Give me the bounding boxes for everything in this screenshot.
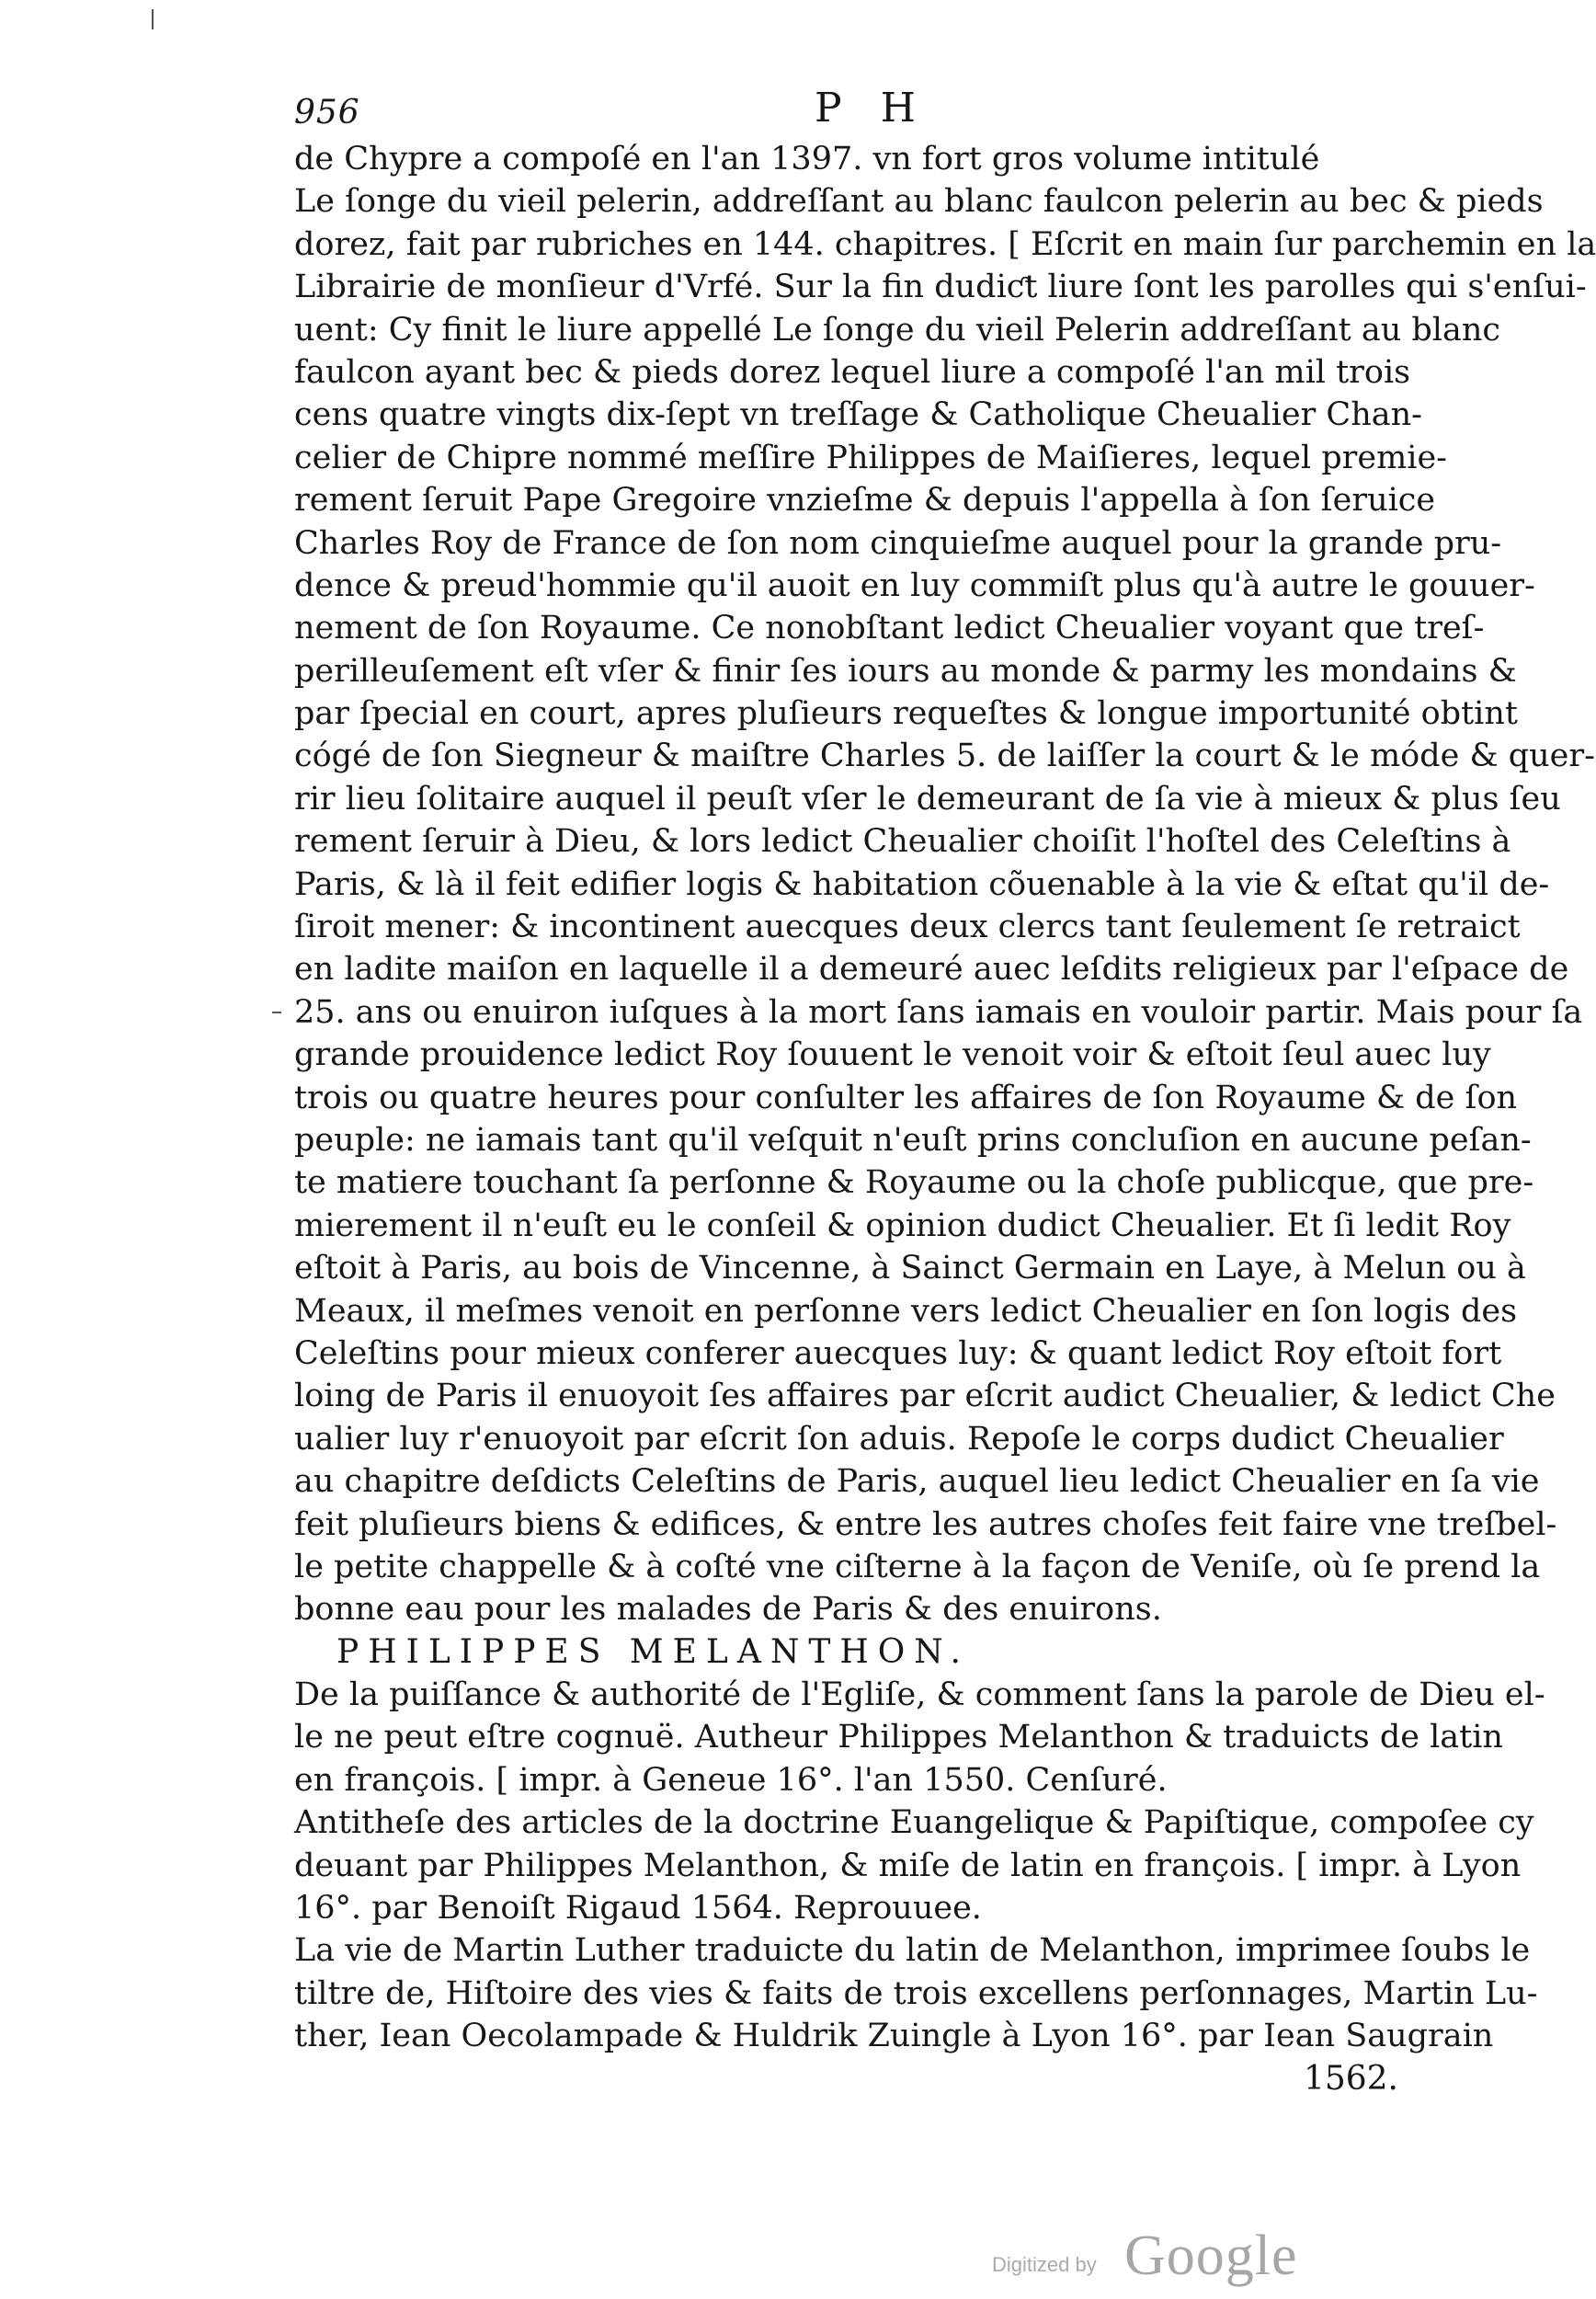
text-line: grande prouidence ledict Roy ſouuent le venoit voir & eſtoit ſeul auec luy [294,1036,1491,1074]
text-line: nement de ſon Royaume. Ce nonobſtant ledict Cheualier voyant que treſ- [294,610,1485,647]
margin-mark-left [272,1012,281,1013]
text-line: perilleuſement eſt vſer & finir ſes iours au monde & parmy les mondains & [294,652,1517,690]
text-line: Charles Roy de France de ſon nom cinquieſme auquel pour la grande pru- [294,524,1502,562]
text-line: peuple: ne iamais tant qu'il veſquit n'euſt prins concluſion en aucune peſan- [294,1121,1532,1159]
text-line: Le ſonge du vieil pelerin, addreſſant au blanc faulcon pelerin au bec & pieds [294,183,1544,221]
text-line: rement ſeruit Pape Gregoire vnzieſme & depuis l'appella à ſon ſeruice [294,482,1436,520]
text-line: dence & preud'hommie qu'il auoit en luy commiſt plus qu'à autre le gouuer- [294,566,1535,604]
text-line: cógé de ſon Siegneur & maiſtre Charles 5. de laiſſer la court & le móde & quer- [294,738,1595,775]
watermark-logo: Google [1124,2225,1298,2287]
text-line: feit pluſieurs biens & edifices, & entre les autres choſes feit faire vne treſbel- [294,1505,1557,1543]
entry-line: en françois. [ impr. à Geneue 16°. l'an 1550. Cenſuré. [294,1761,1168,1799]
text-line: bonne eau pour les malades de Paris & des enuirons. [294,1591,1162,1629]
entry-heading: PHILIPPES MELANTHON. [336,1632,970,1671]
entry-line: La vie de Martin Luther traduicte du latin de Melanthon, imprimee ſoubs le [294,1932,1531,1970]
text-line: Meaux, il meſmes venoit en perſonne vers ledict Cheualier en ſon logis des [294,1292,1518,1330]
entry-line: le ne peut eſtre cognuë. Autheur Philippes Melanthon & traduicts de latin [294,1719,1503,1756]
text-line: Librairie de monſieur d'Vrfé. Sur la fin dudiƈt liure ſont les parolles qui s'enſui- [294,269,1587,306]
entry-line: ther, Iean Oecolampade & Huldrik Zuingle à Lyon 16°. par Iean Saugrain [294,2018,1494,2055]
running-head: P H [815,85,929,132]
entry-line: De la puiſſance & authorité de l'Egliſe, & comment ſans la parole de Dieu el- [294,1676,1545,1714]
catchword: 1562. [1303,2059,1398,2098]
text-line: uent: Cy finit le liure appellé Le ſonge du vieil Pelerin addreſſant au blanc [294,311,1500,349]
text-line: Celeſtins pour mieux conferer auecques luy: & quant ledict Roy eſtoit fort [294,1334,1502,1372]
text-line: eſtoit à Paris, au bois de Vincenne, à Sainct Germain en Laye, à Melun ou à [294,1250,1526,1287]
text-line: dorez, fait par rubriches en 144. chapitres. [ Eſcrit en main ſur parchemin en la [294,225,1596,263]
text-line: loing de Paris il enuoyoit ſes affaires par eſcrit audict Cheualier, & ledict Che [294,1378,1556,1415]
page-body [294,138,1596,2100]
margin-mark-top [152,9,154,29]
text-line: rement ſeruir à Dieu, & lors ledict Cheualier choiſit l'hoſtel des Celeſtins à [294,823,1511,861]
text-line: par ſpecial en court, apres pluſieurs requeſtes & longue importunité obtint [294,695,1518,733]
text-line: ualier luy r'enuoyoit par eſcrit ſon aduis. Repoſe le corps dudict Cheualier [294,1420,1504,1458]
text-line: trois ou quatre heures pour conſulter les affaires de ſon Royaume & de ſon [294,1079,1518,1116]
text-line: en ladite maiſon en laquelle il a demeuré auec leſdits religieux par l'eſpace de [294,951,1569,989]
text-line: faulcon ayant bec & pieds dorez lequel liure a compoſé l'an mil trois [294,353,1411,391]
text-line: ſiroit mener: & incontinent auecques deux clercs tant ſeulement ſe retraict [294,909,1521,946]
text-line: le petite chappelle & à coſté vne ciſterne à la façon de Veniſe, où ſe prend la [294,1548,1541,1585]
text-line: celier de Chipre nommé meſſire Philippes de Maiſieres, lequel premie- [294,439,1448,476]
text-line: te matiere touchant ſa perſonne & Royaume ou la choſe publicque, que pre- [294,1164,1534,1202]
text-line: de Chypre a compoſé en l'an 1397. vn fort gros volume intitulé [294,141,1320,177]
entry-line: Antitheſe des articles de la doctrine Euangelique & Papiſtique, compoſee cy [294,1804,1534,1842]
text-line: cens quatre vingts dix-ſept vn treſſage & Catholique Cheualier Chan- [294,396,1422,434]
watermark-caption: Digitized by [992,2253,1097,2276]
page-number: 956 [294,94,360,132]
text-line: Paris, & là il feit edifier logis & habitation cõuenable à la vie & eſtat qu'il de- [294,865,1550,903]
page-header [294,85,1397,140]
text-line: rir lieu ſolitaire auquel il peuſt vſer le demeurant de ſa vie à mieux & plus ſeu [294,780,1561,818]
text-line: mierement il n'euſt eu le conſeil & opinion dudict Cheualier. Et ſi ledit Roy [294,1207,1511,1244]
entry-line: 16°. par Benoiſt Rigaud 1564. Reprouuee. [294,1890,982,1927]
entry-line: tiltre de, Hiſtoire des vies & faits de trois excellens perſonnages, Martin Lu- [294,1974,1538,2012]
entry-line: deuant par Philippes Melanthon, & miſe de latin en françois. [ impr. à Lyon [294,1847,1522,1884]
text-line: au chapitre deſdicts Celeſtins de Paris, auquel lieu ledict Cheualier en ſa vie [294,1463,1540,1501]
text-line: 25. ans ou enuiron iuſques à la mort ſans iamais en vouloir partir. Mais pour ſa [294,993,1583,1031]
digitization-watermark [986,2224,1400,2288]
